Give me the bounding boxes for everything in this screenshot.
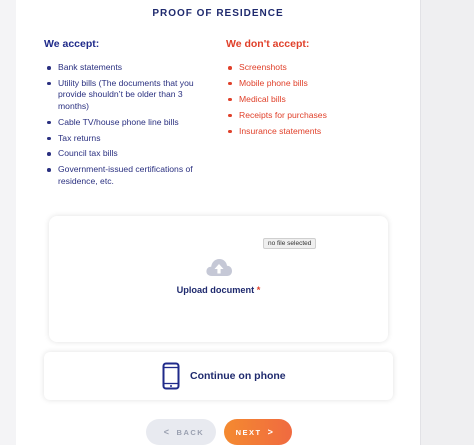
back-label: BACK (176, 428, 205, 437)
accept-item: Government-issued certifications of residence, etc. (44, 164, 204, 187)
accept-item: Cable TV/house phone line bills (44, 117, 204, 128)
accept-item: Utility bills (The documents that you provide shouldn’t be older than 3 months) (44, 78, 204, 112)
chevron-right-icon: > (267, 427, 275, 437)
deny-item: Mobile phone bills (225, 78, 365, 89)
back-button[interactable] (146, 419, 216, 445)
cloud-upload-icon (205, 256, 233, 278)
deny-item: Medical bills (225, 94, 365, 105)
accept-item: Council tax bills (44, 148, 204, 159)
continue-on-phone-button[interactable] (44, 352, 393, 400)
right-background (421, 0, 474, 445)
deny-item: Receipts for purchases (225, 110, 365, 121)
deny-item: Insurance statements (225, 126, 365, 137)
continue-on-phone-label: Continue on phone (190, 370, 286, 382)
upload-label-text: Upload document (176, 285, 255, 295)
accept-heading: We accept: (44, 38, 100, 50)
file-status-badge[interactable]: no file selected (263, 238, 316, 249)
next-label: NEXT (235, 428, 262, 437)
page-title: PROOF OF RESIDENCE (152, 8, 284, 19)
accept-item: Tax returns (44, 133, 204, 144)
accept-list (44, 62, 204, 192)
smartphone-icon (162, 362, 180, 390)
proof-of-residence-card (16, 0, 421, 445)
left-background (0, 0, 16, 445)
upload-document-label[interactable] (49, 285, 388, 295)
next-button[interactable] (224, 419, 292, 445)
upload-document-dropzone[interactable] (49, 216, 388, 342)
chevron-left-icon: < (163, 427, 171, 437)
deny-heading: We don't accept: (226, 38, 310, 50)
deny-item: Screenshots (225, 62, 365, 73)
deny-list (225, 62, 365, 142)
accept-item: Bank statements (44, 62, 204, 73)
required-asterisk: * (256, 285, 261, 295)
